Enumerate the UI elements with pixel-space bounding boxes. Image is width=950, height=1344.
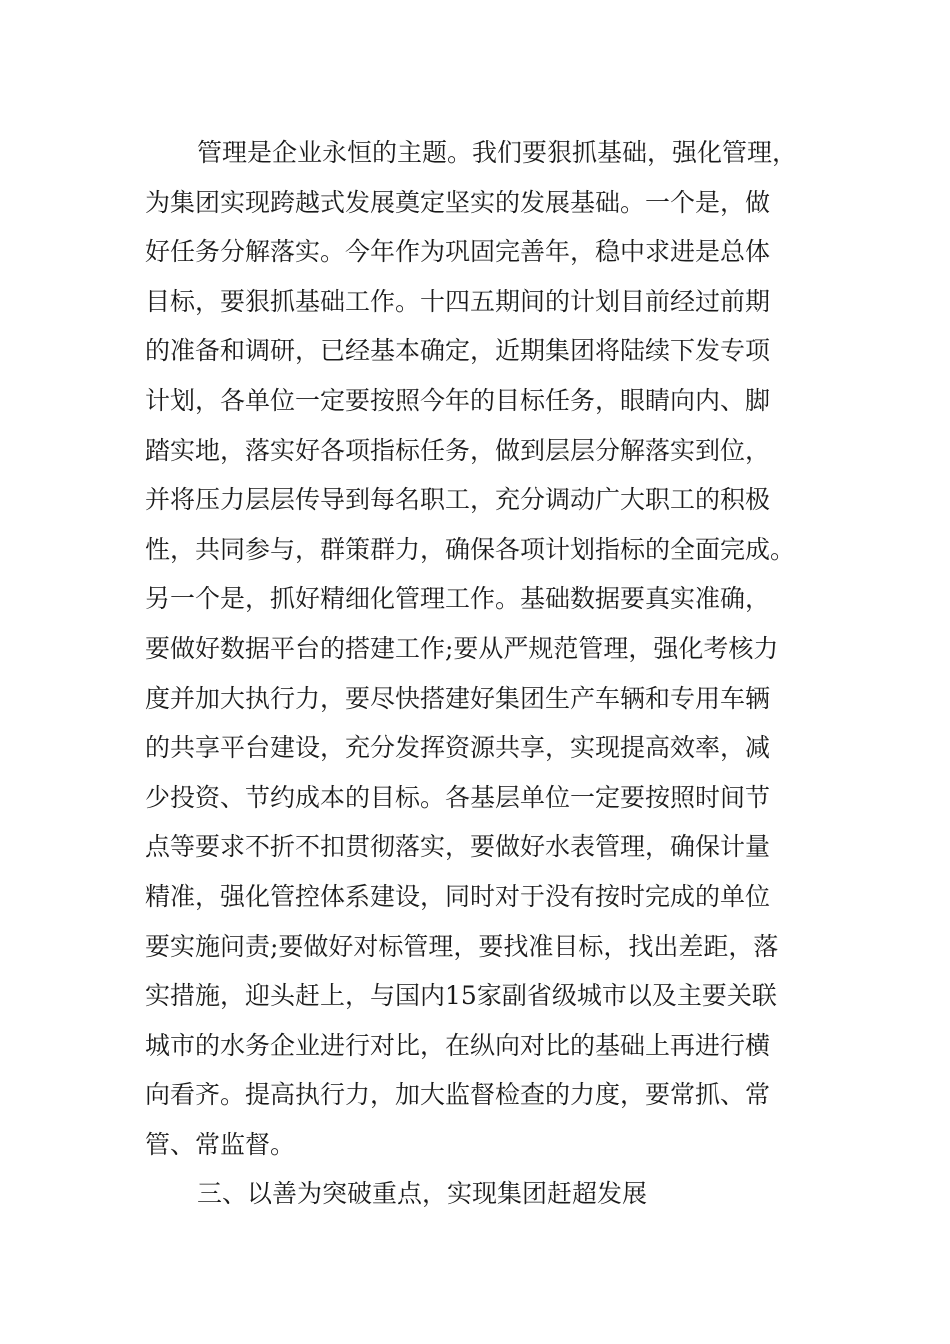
text-line: 向看齐。提高执行力，加大监督检查的力度，要常抓、常 xyxy=(145,1080,771,1110)
text-line: 踏实地，落实好各项指标任务，做到层层分解落实到位， xyxy=(145,435,771,465)
text-line: 目标，要狠抓基础工作。十四五期间的计划目前经过前期 xyxy=(145,286,771,316)
text-line: 的共享平台建设，充分发挥资源共享，实现提高效率，减 xyxy=(145,733,771,763)
text-line: 点等要求不折不扣贯彻落实，要做好水表管理，确保计量 xyxy=(145,832,771,862)
text-line: 计划，各单位一定要按照今年的目标任务，眼睛向内、脚 xyxy=(145,385,771,415)
text-line: 少投资、节约成本的目标。各基层单位一定要按照时间节 xyxy=(145,782,771,812)
document-body xyxy=(145,128,805,1219)
text-line: 要做好数据平台的搭建工作;要从严规范管理，强化考核力 xyxy=(145,633,779,663)
text-line: 的准备和调研，已经基本确定，近期集团将陆续下发专项 xyxy=(145,336,771,366)
text-line: 城市的水务企业进行对比，在纵向对比的基础上再进行横 xyxy=(145,1030,771,1060)
text-line: 度并加大执行力，要尽快搭建好集团生产车辆和专用车辆 xyxy=(145,683,771,713)
text-line: 另一个是，抓好精细化管理工作。基础数据要真实准确， xyxy=(145,584,771,614)
section-heading xyxy=(145,1169,805,1219)
text-line: 并将压力层层传导到每名职工，充分调动广大职工的积极 xyxy=(145,485,771,515)
text-line: 好任务分解落实。今年作为巩固完善年，稳中求进是总体 xyxy=(145,237,771,267)
text-line: 实措施，迎头赶上，与国内15家副省级城市以及主要关联 xyxy=(145,981,777,1011)
text-line: 管理是企业永恒的主题。我们要狠抓基础，强化管理， xyxy=(197,138,798,167)
text-line: 为集团实现跨越式发展奠定坚实的发展基础。一个是，做 xyxy=(145,187,771,217)
paragraph-management xyxy=(145,128,805,1169)
heading-text: 三、以善为突破重点，实现集团赶超发展 xyxy=(197,1179,648,1209)
text-line: 性，共同参与，群策群力，确保各项计划指标的全面完成。 xyxy=(145,534,796,564)
text-line: 精准，强化管控体系建设，同时对于没有按时完成的单位 xyxy=(145,881,771,911)
text-line: 管、常监督。 xyxy=(145,1129,296,1159)
text-line: 要实施问责;要做好对标管理，要找准目标，找出差距，落 xyxy=(145,931,779,961)
